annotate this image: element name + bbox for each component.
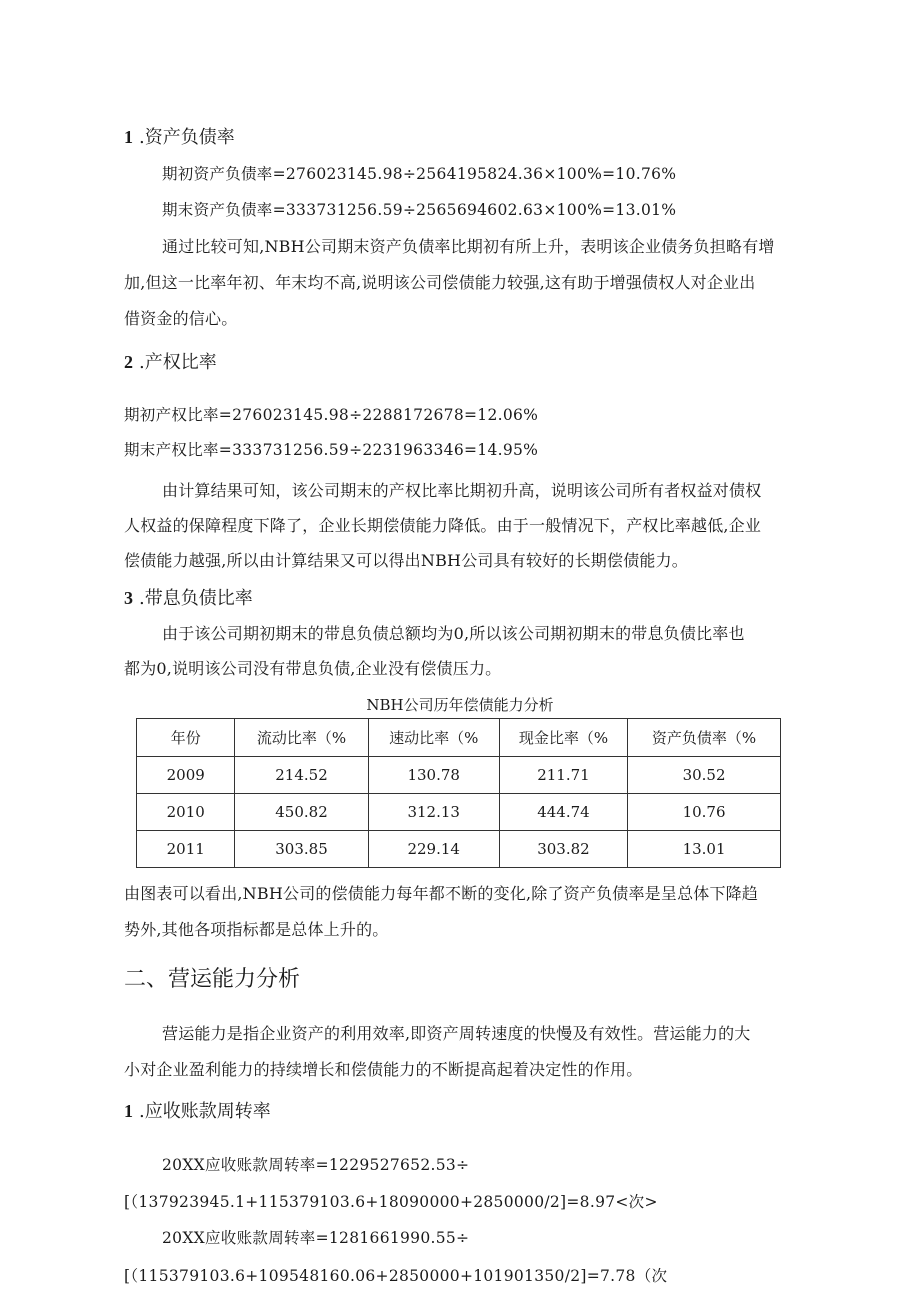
heading-interest-debt-ratio bbox=[124, 584, 253, 610]
paragraph-line: 势外,其他各项指标都是总体上升的。 bbox=[124, 920, 389, 939]
heading-receivables-turnover bbox=[124, 1097, 271, 1123]
table-cell: 303.82 bbox=[499, 831, 627, 868]
table-row bbox=[137, 794, 781, 831]
formula-debt-ratio-end: 期末资产负债率=333731256.59÷2565694602.63×100%=13.01% bbox=[162, 201, 677, 219]
formula-debt-ratio-begin: 期初资产负债率=276023145.98÷2564195824.36×100%=10.76% bbox=[162, 165, 677, 183]
table-cell: 2009 bbox=[137, 757, 235, 794]
table-cell: 2011 bbox=[137, 831, 235, 868]
table-cell: 450.82 bbox=[235, 794, 368, 831]
formula-receivables-2a: 20XX应收账款周转率=1281661990.55÷ bbox=[162, 1229, 470, 1247]
heading-number: 2 bbox=[124, 352, 133, 372]
formula-equity-ratio-begin: 期初产权比率=276023145.98÷2288172678=12.06% bbox=[124, 406, 539, 424]
heading-equity-ratio bbox=[124, 348, 217, 374]
table-row bbox=[137, 831, 781, 868]
header-cell: 现金比率（% bbox=[499, 719, 627, 757]
table-cell: 30.52 bbox=[628, 757, 781, 794]
paragraph-line: 小对企业盈利能力的持续增长和偿债能力的不断提高起着决定性的作用。 bbox=[124, 1060, 643, 1079]
paragraph-line: 偿债能力越强,所以由计算结果又可以得出NBH公司具有较好的长期偿债能力。 bbox=[124, 551, 688, 570]
table-cell: 312.13 bbox=[368, 794, 499, 831]
table-caption: NBH公司历年偿债能力分析 bbox=[366, 696, 554, 714]
heading-debt-ratio bbox=[124, 123, 235, 149]
section-title-operating-capacity: 二、营运能力分析 bbox=[124, 967, 301, 992]
table-cell: 130.78 bbox=[368, 757, 499, 794]
formula-equity-ratio-end: 期末产权比率=333731256.59÷2231963346=14.95% bbox=[124, 441, 539, 459]
header-cell: 流动比率（% bbox=[235, 719, 368, 757]
table-cell: 214.52 bbox=[235, 757, 368, 794]
paragraph-line: 由图表可以看出,NBH公司的偿债能力每年都不断的变化,除了资产负债率是呈总体下降趋 bbox=[124, 884, 759, 903]
heading-number: 1 bbox=[124, 127, 133, 147]
heading-title: .应收账款周转率 bbox=[139, 1101, 271, 1122]
table-row bbox=[137, 757, 781, 794]
heading-title: .产权比率 bbox=[139, 352, 217, 373]
paragraph-line: 人权益的保障程度下降了，企业长期偿债能力降低。由于一般情况下，产权比率越低,企业 bbox=[124, 516, 762, 535]
paragraph-line: 营运能力是指企业资产的利用效率,即资产周转速度的快慢及有效性。营运能力的大 bbox=[162, 1024, 751, 1043]
table-cell: 2010 bbox=[137, 794, 235, 831]
paragraph-line: 由计算结果可知，该公司期末的产权比率比期初升高，说明该公司所有者权益对债权 bbox=[162, 481, 762, 500]
formula-receivables-1b: [（137923945.1+115379103.6+18090000+2850000/2]=8.97<次> bbox=[124, 1193, 658, 1211]
table-cell: 303.85 bbox=[235, 831, 368, 868]
table-cell: 10.76 bbox=[628, 794, 781, 831]
paragraph-line: 加,但这一比率年初、年末均不高,说明该公司偿债能力较强,这有助于增强债权人对企业出 bbox=[124, 273, 756, 292]
solvency-table bbox=[136, 718, 781, 868]
paragraph-line: 都为0,说明该公司没有带息负债,企业没有偿债压力。 bbox=[124, 659, 502, 678]
paragraph-line: 由于该公司期初期末的带息负债总额均为0,所以该公司期初期末的带息负债比率也 bbox=[162, 624, 745, 643]
header-cell: 年份 bbox=[137, 719, 235, 757]
heading-number: 1 bbox=[124, 1101, 133, 1121]
paragraph-line: 通过比较可知,NBH公司期末资产负债率比期初有所上升，表明该企业债务负担略有增 bbox=[162, 237, 775, 256]
paragraph-line: 借资金的信心。 bbox=[124, 309, 238, 328]
header-cell: 资产负债率（% bbox=[628, 719, 781, 757]
table-cell: 13.01 bbox=[628, 831, 781, 868]
table-header-row bbox=[137, 719, 781, 757]
heading-number: 3 bbox=[124, 588, 133, 608]
table-cell: 229.14 bbox=[368, 831, 499, 868]
table-cell: 444.74 bbox=[499, 794, 627, 831]
header-cell: 速动比率（% bbox=[368, 719, 499, 757]
heading-title: .资产负债率 bbox=[139, 127, 235, 148]
formula-receivables-2b: [（115379103.6+109548160.06+2850000+101901350/2]=7.78（次 bbox=[124, 1267, 668, 1285]
formula-receivables-1a: 20XX应收账款周转率=1229527652.53÷ bbox=[162, 1156, 470, 1174]
table-cell: 211.71 bbox=[499, 757, 627, 794]
heading-title: .带息负债比率 bbox=[139, 588, 253, 609]
